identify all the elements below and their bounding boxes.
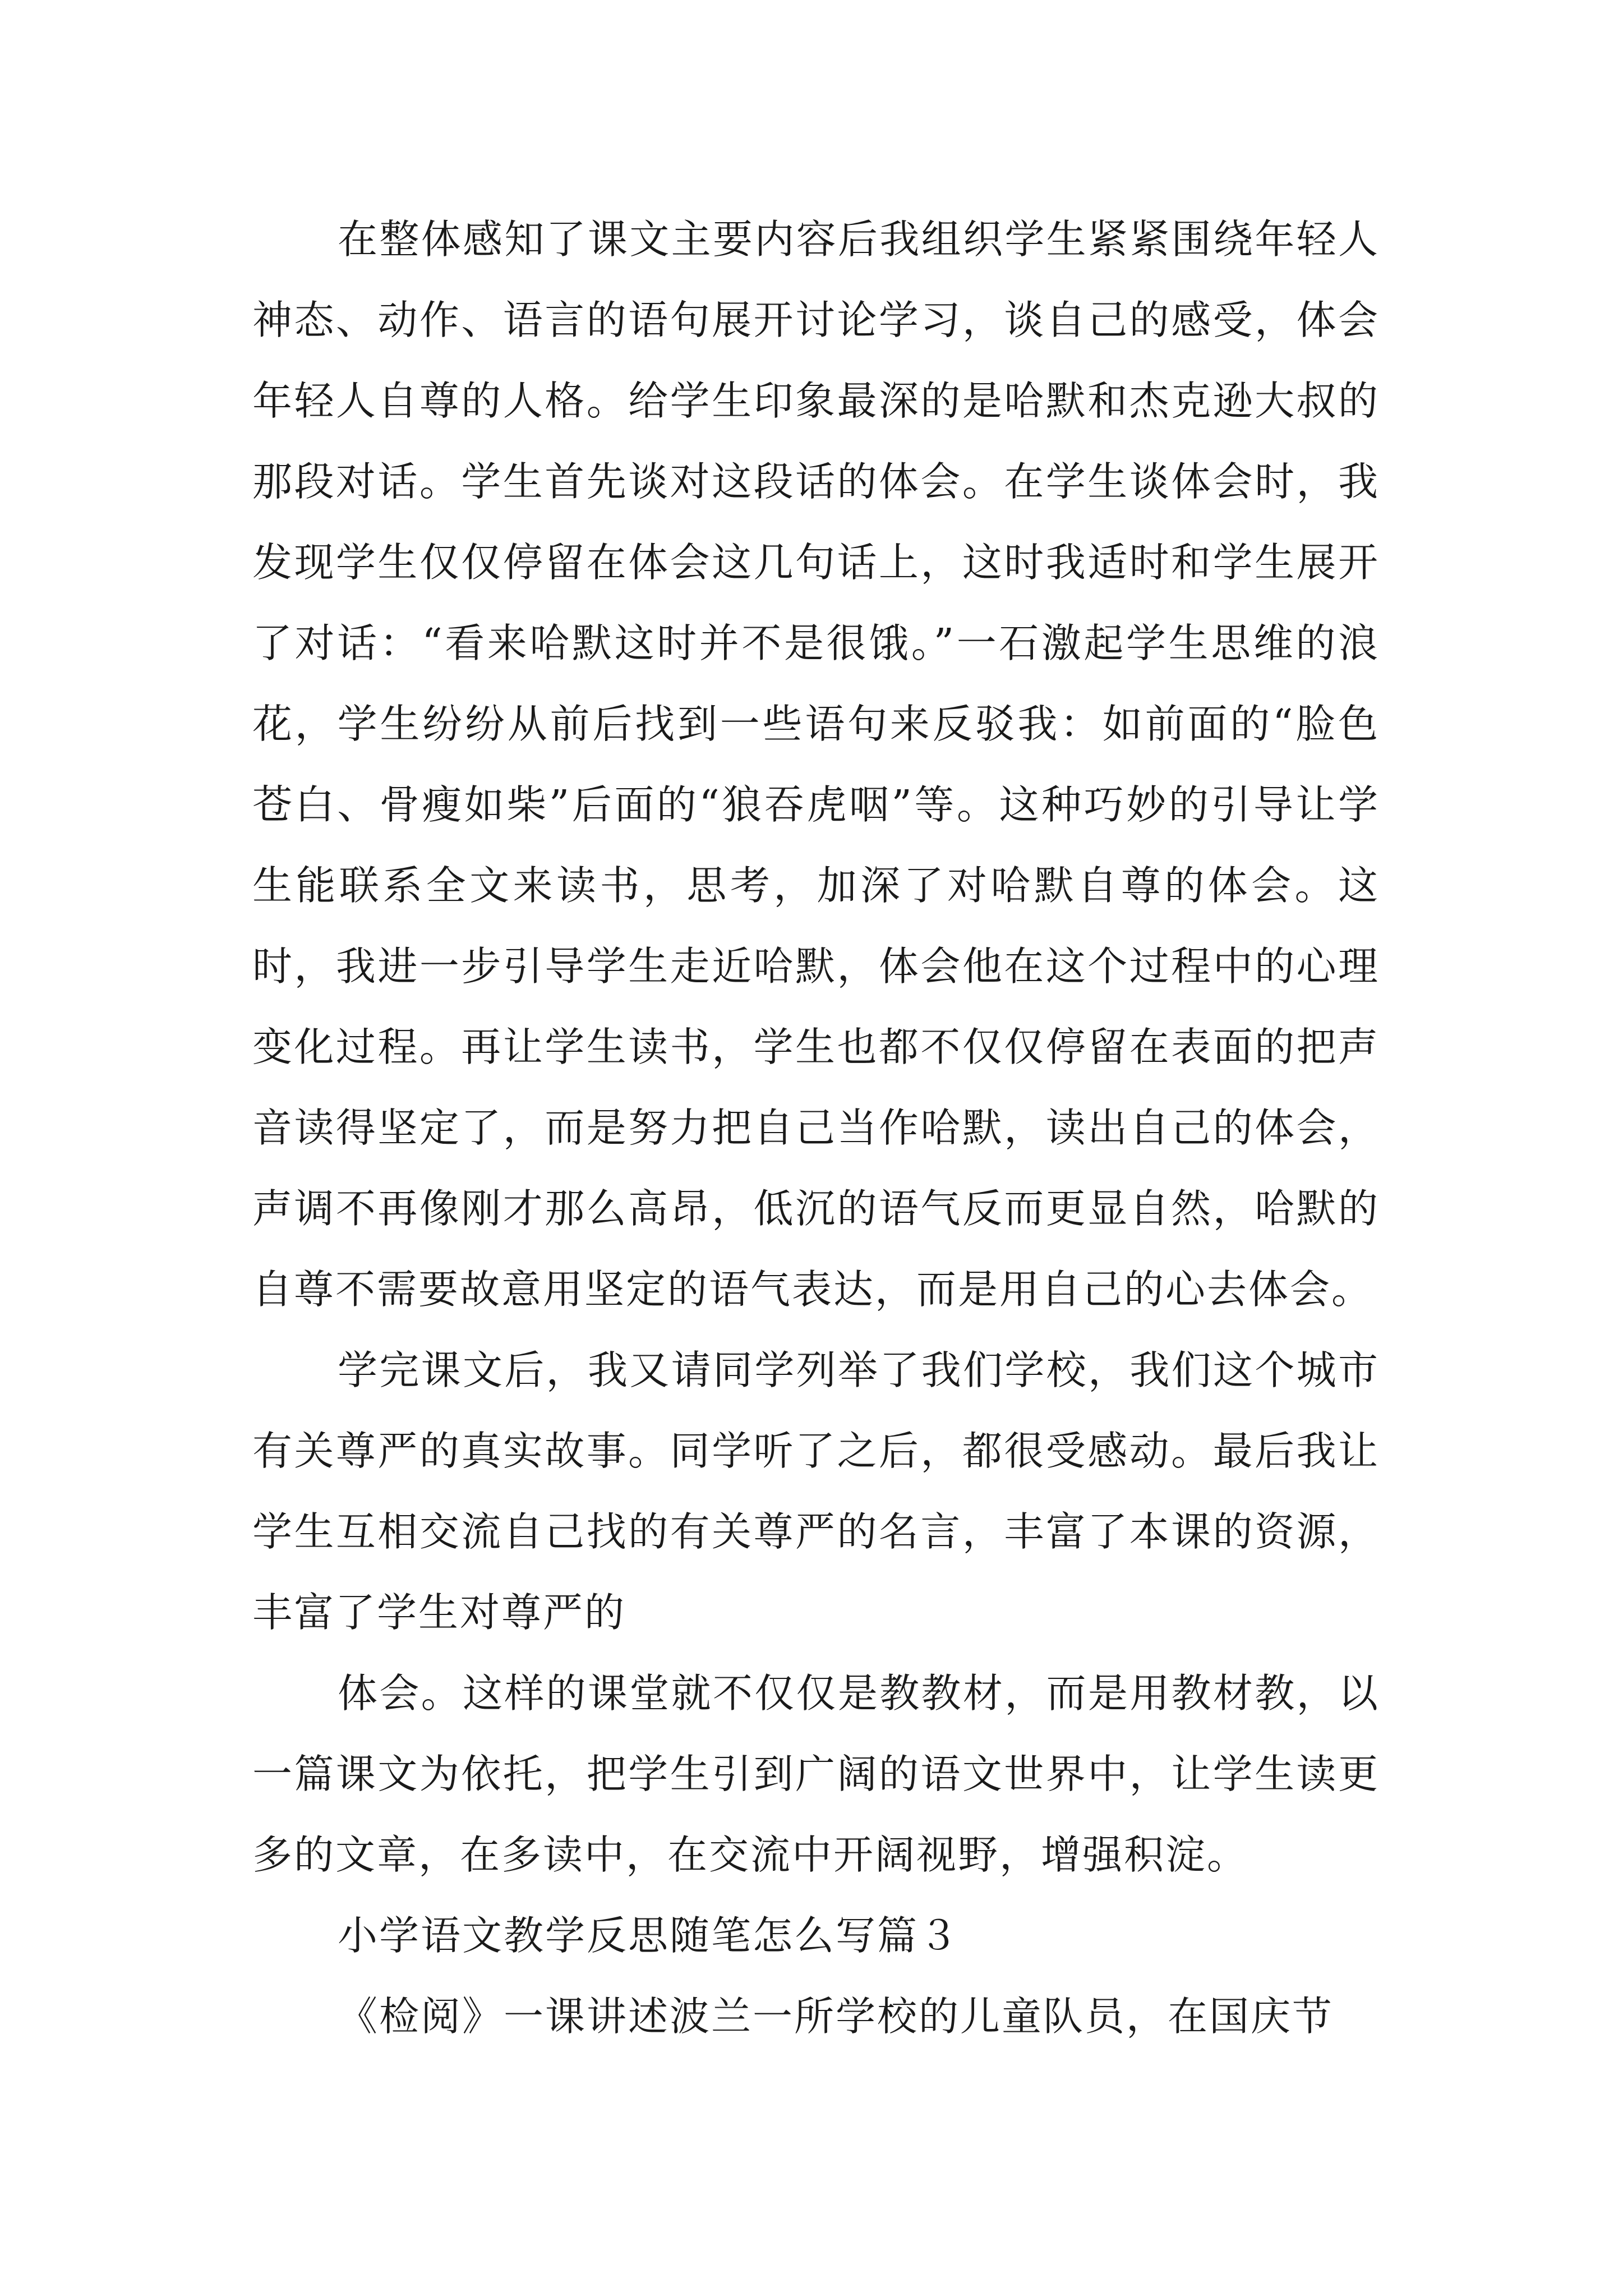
section-heading: 小学语文教学反思随笔怎么写篇３ (338, 1912, 961, 1959)
paragraph-3: 体会。这样的课堂就不仅仅是教教材，而是用教材教，以一篇课文为依托，把学生引到广阔的语文世界中，让学生读更多的文章，在多读中，在交流中开阔视野，增强积淀。 (252, 1670, 1380, 1878)
paragraph-4: 《检阅》一课讲述波兰一所学校的儿童队员，在国庆节 (338, 1993, 1334, 2040)
document-body (252, 199, 1380, 2057)
paragraph-2: 学完课文后，我又请同学列举了我们学校，我们这个城市有关尊严的真实故事。同学听了之后，都很受感动。最后我让学生互相交流自己找的有关尊严的名言，丰富了本课的资源，丰富了学生对尊严的 (252, 1347, 1380, 1636)
paragraph-1: 在整体感知了课文主要内容后我组织学生紧紧围绕年轻人神态、动作、语言的语句展开讨论学习，谈自己的感受，体会年轻人自尊的人格。给学生印象最深的是哈默和杰克逊大叔的那段对话。学生首先谈对这段话的体会。在学生谈体会时，我发现学生仅仅停留在体会这几句话上，这时我适时和学生展开了对话：“看来哈默这时并不是很饿。”一石激起学生思维的浪花，学生纷纷从前后找到一些语句来反驳我：如前面的“脸色苍白、骨瘦如柴”后面的“狼吞虎咽”等。这种巧妙的引导让学生能联系全文来读书，思考，加深了对哈默自尊的体会。这时，我进一步引导学生走近哈默，体会他在这个过程中的心理变化过程。再让学生读书，学生也都不仅仅停留在表面的把声音读得坚定了，而是努力把自己当作哈默，读出自己的体会，声调不再像刚才那么高昂，低沉的语气反而更显自然，哈默的自尊不需要故意用坚定的语气表达，而是用自己的心去体会。 (252, 216, 1380, 1313)
